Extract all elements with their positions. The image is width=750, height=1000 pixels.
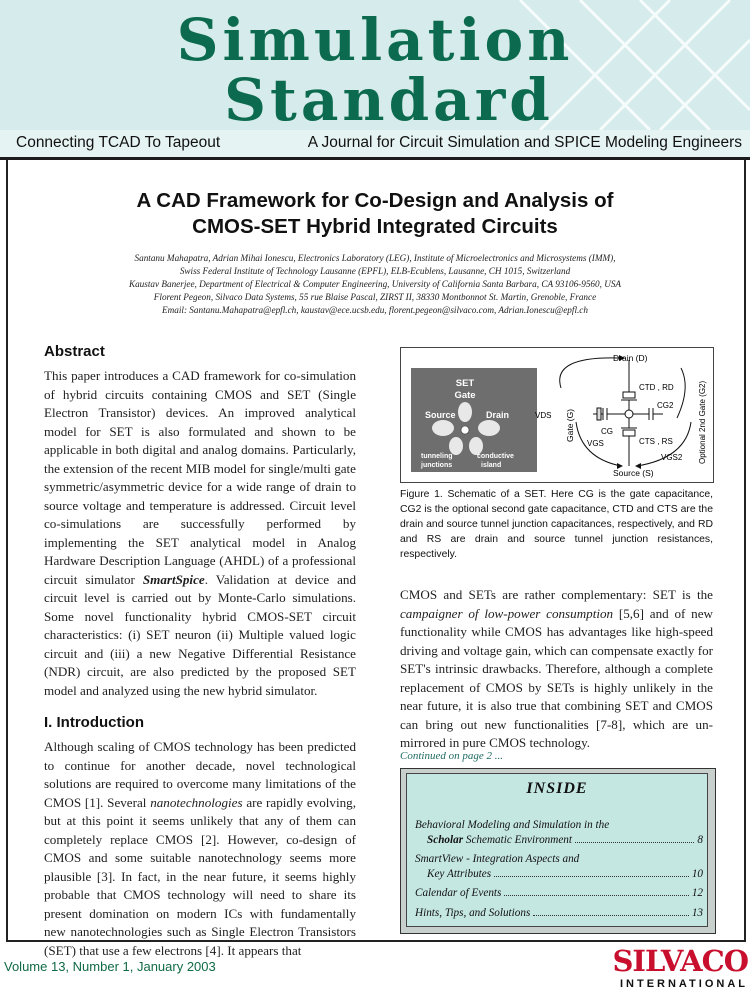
- ctd-rd-label: CTD , RD: [639, 383, 674, 392]
- article-title: [40, 188, 710, 240]
- continued-link[interactable]: Continued on page 2 ...: [400, 750, 503, 762]
- set-schematic-diagram: [401, 348, 713, 482]
- cts-rs-label: CTS , RS: [639, 437, 673, 446]
- silvaco-logo: [606, 945, 748, 995]
- junctions-label: junctions: [421, 462, 453, 469]
- vgs2-label: VGS2: [661, 453, 683, 462]
- author-line: Kaustav Banerjee, Department of Electrical & Computer Engineering, University of California Santa Barbara, CA 93106-9560, USA: [128, 279, 622, 289]
- toc-item[interactable]: Hints, Tips, and Solutions 13: [415, 907, 703, 919]
- author-line: Santanu Mahapatra, Adrian Mihai Ionescu, Electronics Laboratory (LEG), Institute of Microelectronics and Microsystems (IMM),: [134, 253, 616, 263]
- island-dot: [461, 426, 469, 434]
- gate-label: Gate: [454, 390, 476, 401]
- inside-box: [406, 773, 708, 927]
- journal-title-line1: Simulation: [176, 6, 574, 74]
- left-column: [44, 343, 356, 960]
- vds-label: VDS: [535, 411, 552, 420]
- drain-label: Drain: [486, 410, 510, 420]
- drain-electrode-shape: [478, 420, 500, 436]
- source-electrode-shape: [432, 420, 454, 436]
- smartspice-term: SmartSpice: [142, 571, 205, 587]
- gate-electrode-shape: [458, 402, 472, 422]
- figure-set-schematic: [400, 347, 714, 483]
- article-title-line2: CMOS-SET Hybrid Integrated Circuits: [192, 215, 558, 238]
- introduction-heading: I. Introduction: [44, 714, 144, 731]
- right-column-text: CMOS and SETs are rather complementary: SET is the campaigner of low-power consumption [5,6] and of new functionality while CMOS has advantages like high-speed driving and voltage gain, which can compensate exactly for SET's intrinsic drawbacks. Therefore, although a complete replacement of CMOS by SETs is highly unlikely in the near future, it is also true that combining SET and CMOS can bring out new functionalities [7-8], which are un-mirrored in pure CMOS technology.: [400, 587, 713, 750]
- toc-item[interactable]: Calendar of Events 12: [415, 887, 703, 899]
- island-label: island: [481, 462, 502, 469]
- source-s-label: Source (S): [613, 468, 654, 478]
- source-label: Source: [425, 410, 456, 420]
- inside-title: INSIDE: [526, 780, 588, 797]
- cg2-label: CG2: [657, 401, 674, 410]
- figure-caption: Figure 1. Schematic of a SET. Here CG is the gate capacitance, CG2 is the optional second gate capacitance, CTD and CTS are the drain and source tunnel junction capacitances, respectively, and RD and RS are drain and source tunnel junction resistances, respectively.: [400, 489, 713, 560]
- right-column: [400, 586, 713, 753]
- conductive-label: conductive: [477, 453, 514, 460]
- toc-item[interactable]: Behavioral Modeling and Simulation in the Scholar Schematic Environment 8: [415, 819, 703, 846]
- issue-info: Volume 13, Number 1, January 2003: [4, 959, 216, 974]
- author-line: Swiss Federal Institute of Technology Lausanne (EPFL), ELB-Ecublens, Lausanne, CH 1015, Switzerland: [179, 266, 571, 276]
- masthead: [0, 0, 750, 130]
- journal-title-line2: Standard: [224, 66, 554, 130]
- article-title-line1: A CAD Framework for Co-Design and Analysis of: [136, 189, 614, 212]
- cg-label: CG: [601, 427, 613, 436]
- logo-subtitle: INTERNATIONAL: [619, 978, 748, 990]
- logo-wordmark: SILVACO: [612, 944, 748, 978]
- tagline-left: Connecting TCAD To Tapeout: [16, 134, 221, 151]
- tagline-bar: [0, 130, 750, 160]
- gate-g-label: Gate (G): [565, 408, 575, 442]
- abstract-heading: Abstract: [44, 343, 105, 360]
- toc-item[interactable]: SmartView - Integration Aspects and Key Attributes 10: [415, 853, 703, 880]
- tunneling-label: tunneling: [421, 453, 453, 460]
- author-line: Florent Pegeon, Silvaco Data Systems, 55 rue Blaise Pascal, ZIRST II, 38330 Montbonnot St. Martin, Grenoble, France: [153, 292, 597, 302]
- abstract-text: This paper introduces a CAD framework for co-simulation of hybrid circuits containing CMOS and SET (Single Electron Transistor) devices. An improved analytical model for SET is also formulated and shown to be applicable in both digital and analog domains. Particularly, the extension of the recent MIB model for single/multi gate symmetric/asymmetric device for a wide range of drain to source voltage and temperature is addressed. Circuit level co-simulations are successfully performed by implementing the SET analytical model in Analog Hardware Description Language (AHDL) of a professional circuit simulator SmartSpice. Validation at device and circuit level is carried out by Monte-Carlo simulations. Some novel functionality hybrid CMOS-SET circuit characteristics: (i) SET neuron (ii) Multiple valued logic circuit and (iii) a new Negative Differential Resistance (NDR) circuit, are also predicted by the proposed SET model and analyzed using the new hybrid simulator.: [44, 368, 356, 698]
- set-label: SET: [455, 378, 475, 389]
- tagline-right: A Journal for Circuit Simulation and SPICE Modeling Engineers: [307, 134, 742, 151]
- optional-gate2-label: Optional 2nd Gate (G2): [698, 380, 707, 464]
- introduction-text: Although scaling of CMOS technology has been predicted to continue for another decade, novel technological solutions are required to overcome many limitations of the CMOS [1]. Several nanotechnologies are rapidly evolving, but at this point it seems unlikely that any of them can completely replace CMOS [2]. However, co-design of CMOS and some suitable nanotechnology seems more plausible [3]. In fact, in the near future, it seems highly probable that CMOS technology will need to share its present domination on modern ICs with fundamentally new nanotechnologies such as Single Electron Transistors (SET) that use a few electrons [4]. It appears that: [44, 739, 356, 958]
- drain-d-label: Drain (D): [613, 353, 648, 363]
- author-emails: Email: Santanu.Mahapatra@epfl.ch, kaustav@ece.ucsb.edu, florent.pegeon@silvaco.com, Adrian.Ionescu@epfl.ch: [162, 305, 588, 315]
- vgs-label: VGS: [587, 439, 604, 448]
